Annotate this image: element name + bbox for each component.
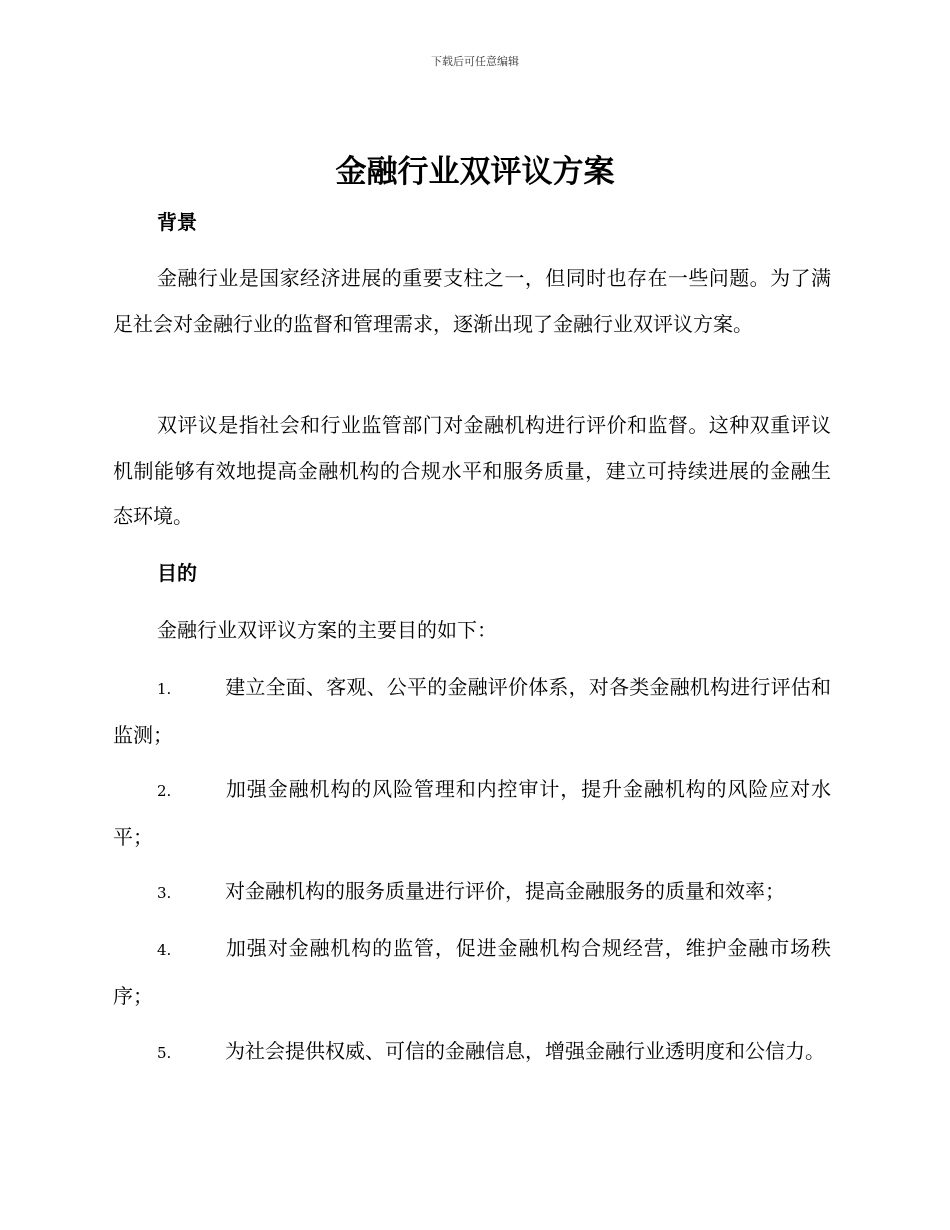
purpose-list-item bbox=[113, 665, 831, 758]
list-item-text: 对金融机构的服务质量进行评价，提高金融服务的质量和效率； bbox=[225, 879, 785, 903]
purpose-intro: 金融行业双评议方案的主要目的如下： bbox=[157, 618, 497, 642]
purpose-list-item bbox=[113, 1029, 831, 1077]
document-title: 金融行业双评议方案 bbox=[335, 154, 615, 190]
list-item-number: 4. bbox=[157, 941, 172, 959]
section-heading-purpose: 目的 bbox=[157, 561, 197, 585]
list-item-text: 加强对金融机构的监管，促进金融机构合规经营，维护金融市场秩序； bbox=[113, 936, 831, 1008]
list-item-text: 建立全面、客观、公平的金融评价体系，对各类金融机构进行评估和监测； bbox=[113, 675, 831, 747]
list-item-text: 加强金融机构的风险管理和内控审计，提升金融机构的风险应对水平； bbox=[113, 777, 831, 849]
purpose-list-item bbox=[113, 926, 831, 1019]
list-item-number: 3. bbox=[157, 884, 172, 902]
list-item-text: 为社会提供权威、可信的金融信息，增强金融行业透明度和公信力。 bbox=[225, 1039, 825, 1063]
list-item-number: 2. bbox=[157, 782, 172, 800]
purpose-list-item bbox=[113, 869, 831, 917]
list-item-number: 5. bbox=[157, 1044, 172, 1062]
section-heading-background: 背景 bbox=[157, 210, 197, 234]
page-header-note: 下载后可任意编辑 bbox=[431, 55, 519, 68]
background-paragraph-1: 金融行业是国家经济进展的重要支柱之一，但同时也存在一些问题。为了满足社会对金融行业的监督和管理需求，逐渐出现了金融行业双评议方案。 bbox=[113, 266, 831, 336]
purpose-list-item bbox=[113, 767, 831, 860]
list-item-number: 1. bbox=[157, 680, 172, 698]
background-paragraph-2: 双评议是指社会和行业监管部门对金融机构进行评价和监督。这种双重评议机制能够有效地提高金融机构的合规水平和服务质量，建立可持续进展的金融生态环境。 bbox=[113, 413, 831, 528]
